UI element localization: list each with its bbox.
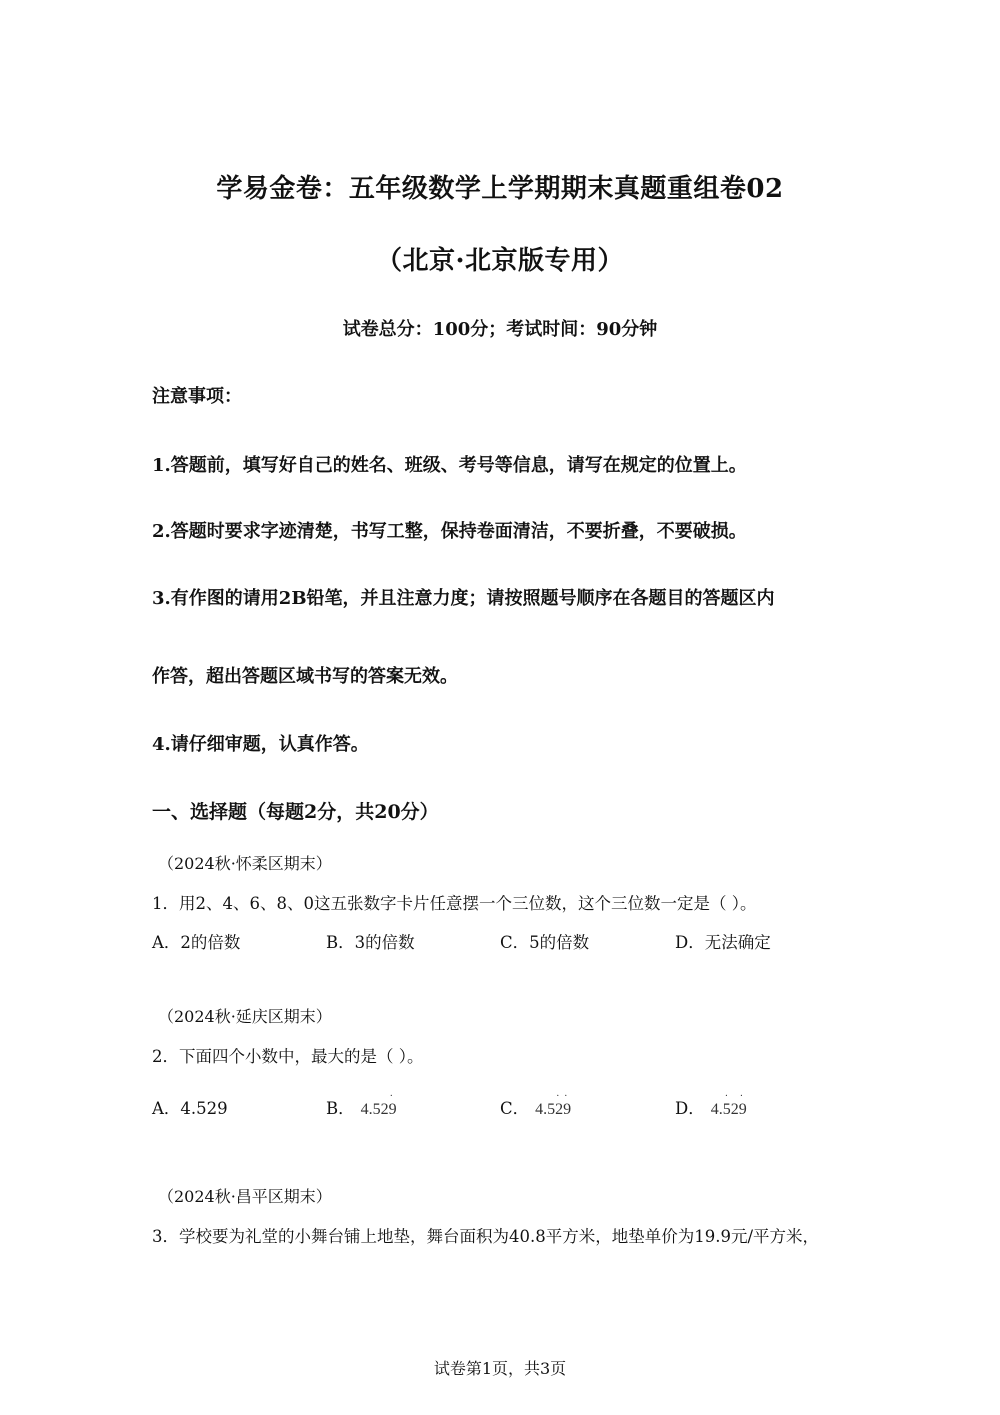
notice-item: 1.答题前，填写好自己的姓名、班级、考号等信息，请写在规定的位置上。 [152,455,747,476]
decimal-value: 4.529 [710,1101,747,1118]
question-source: （2024秋·昌平区期末） [158,1187,332,1206]
notice-item: 2.答题时要求字迹清楚，书写工整，保持卷面清洁，不要折叠，不要破损。 [152,521,747,542]
page-footer: 试卷第1页，共3页 [433,1359,567,1378]
question-stem: 3．学校要为礼堂的小舞台铺上地垫，舞台面积为40.8平方米，地垫单价为19.9元/平方米， [152,1227,820,1246]
option-a: A．4.529 [152,1099,228,1118]
question-source: （2024秋·延庆区期末） [158,1007,332,1026]
decimal-value: 4.529 [535,1101,572,1118]
option-label: B． [326,1099,355,1118]
repeating-dot: · [556,1091,560,1102]
decimal-value: 4.529 [360,1101,397,1118]
option-d: D．无法确定 [675,933,771,952]
option-c: C．5的倍数 [500,933,590,952]
repeating-decimal [535,1091,572,1118]
exam-subtitle: （北京·北京版专用） [375,246,625,276]
repeating-dot: · [739,1091,744,1102]
option-b [326,1091,397,1119]
repeating-dot: · [389,1091,393,1102]
repeating-dot: · [724,1091,729,1102]
option-label: D． [675,1099,705,1118]
option-d [675,1091,747,1119]
notice-item: 4.请仔细审题，认真作答。 [152,734,369,755]
notice-item: 3.有作图的请用2B铅笔，并且注意力度；请按照题号顺序在各题目的答题区内 [152,588,775,609]
exam-meta: 试卷总分：100分；考试时间：90分钟 [342,319,658,340]
repeating-dot: · [564,1091,568,1102]
notice-item: 作答，超出答题区域书写的答案无效。 [152,666,458,687]
question-stem: 2．下面四个小数中，最大的是（ ）。 [152,1047,424,1066]
exam-title: 学易金卷：五年级数学上学期期末真题重组卷02 [216,174,784,204]
section-heading: 一、选择题（每题2分，共20分） [152,801,439,823]
repeating-decimal [360,1091,397,1118]
option-label: C． [500,1099,530,1118]
question-source: （2024秋·怀柔区期末） [158,854,332,873]
option-b: B．3的倍数 [326,933,415,952]
repeating-decimal [710,1091,747,1118]
notice-heading: 注意事项： [152,386,242,407]
option-c [500,1091,572,1119]
question-stem: 1．用2、4、6、8、0这五张数字卡片任意摆一个三位数，这个三位数一定是（ ）。 [152,894,757,913]
option-a: A．2的倍数 [152,933,241,952]
